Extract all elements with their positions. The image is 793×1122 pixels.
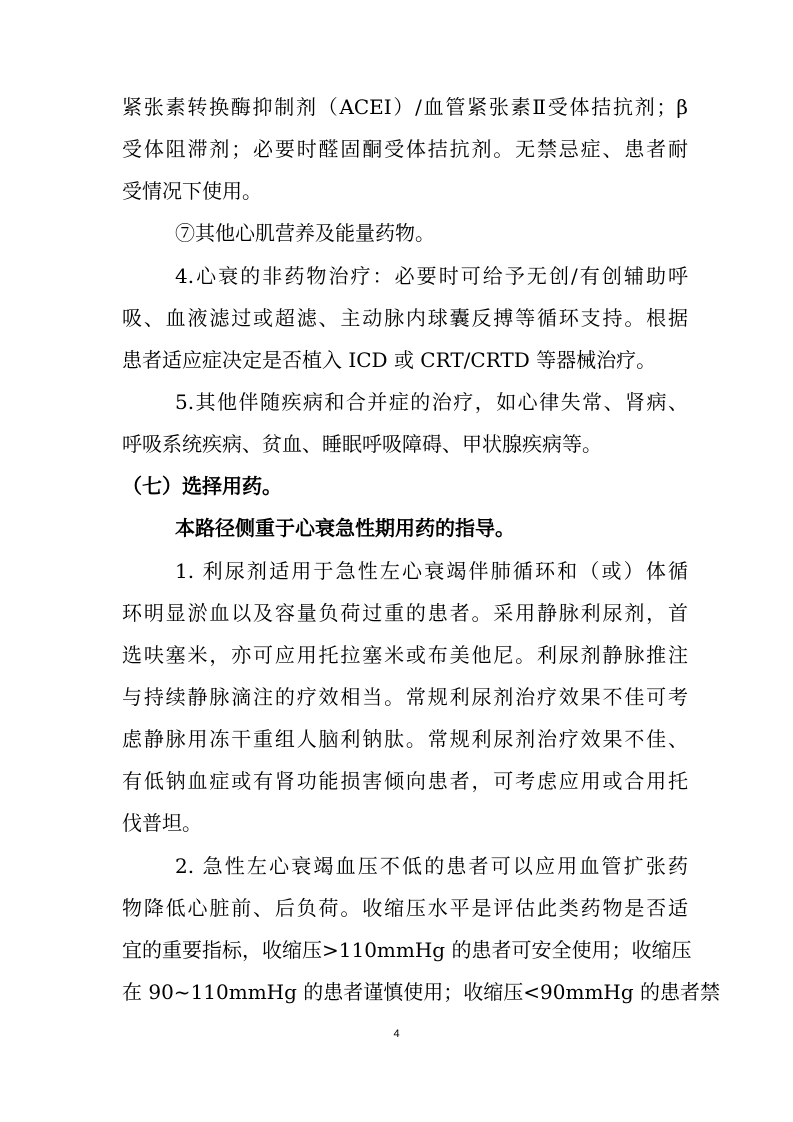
body-line: 受情况下使用。: [122, 179, 262, 204]
section-heading: （七）选择用药。: [122, 474, 282, 499]
body-line: 紧张素转换酶抑制剂（ACEI）/血管紧张素Ⅱ受体拮抗剂；β: [122, 95, 688, 119]
body-line: 4.心衰的非药物治疗：必要时可给予无创/有创辅助呼: [175, 263, 688, 288]
body-line: 物降低心脏前、后负荷。收缩压水平是评估此类药物是否适: [122, 895, 688, 920]
body-line: 呼吸系统疾病、贫血、睡眠呼吸障碍、甲状腺疾病等。: [122, 432, 602, 457]
body-line: 在 90~110mmHg 的患者谨慎使用；收缩压<90mmHg 的患者禁: [122, 980, 721, 1004]
body-line: 吸、血液滤过或超滤、主动脉内球囊反搏等循环支持。根据: [122, 305, 688, 330]
body-line: 与持续静脉滴注的疗效相当。常规利尿剂治疗效果不佳可考: [122, 685, 688, 709]
body-line: 选呋塞米，亦可应用托拉塞米或布美他尼。利尿剂静脉推注: [122, 642, 688, 667]
body-line: 5.其他伴随疾病和合并症的治疗，如心律失常、肾病、: [175, 390, 688, 414]
body-line: 受体阻滞剂；必要时醛固酮受体拮抗剂。无禁忌症、患者耐: [122, 137, 688, 162]
body-line: 有低钠血症或有肾功能损害倾向患者，可考虑应用或合用托: [122, 769, 688, 794]
page-number: 4: [393, 1028, 400, 1040]
body-line: 宜的重要指标，收缩压>110mmHg 的患者可安全使用；收缩压: [122, 937, 692, 962]
body-line: 患者适应症决定是否植入 ICD 或 CRT/CRTD 等器械治疗。: [122, 347, 657, 372]
body-line: 环明显淤血以及容量负荷过重的患者。采用静脉利尿剂，首: [122, 600, 688, 625]
body-line: ⑦其他心肌营养及能量药物。: [175, 221, 435, 246]
body-line: 虑静脉用冻干重组人脑利钠肽。常规利尿剂治疗效果不佳、: [122, 727, 688, 752]
body-line: 伐普坦。: [122, 811, 202, 836]
body-line: 2. 急性左心衰竭血压不低的患者可以应用血管扩张药: [175, 853, 688, 878]
body-line: 1. 利尿剂适用于急性左心衰竭伴肺循环和（或）体循: [175, 558, 688, 583]
section-intro: 本路径侧重于心衰急性期用药的指导。: [175, 516, 515, 541]
